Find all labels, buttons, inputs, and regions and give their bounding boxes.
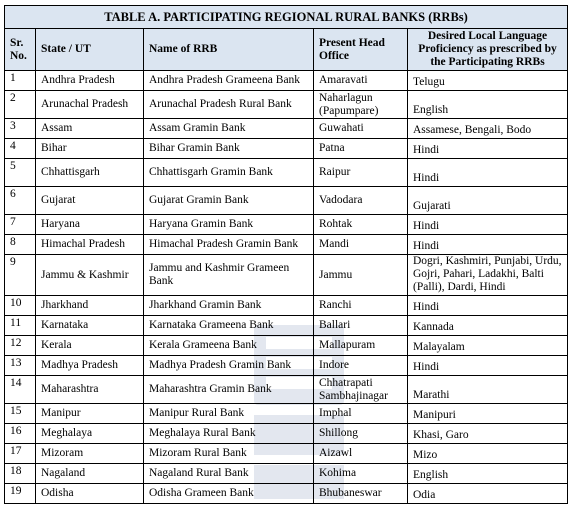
cell-lang: Hindi	[408, 215, 568, 235]
cell-lang: Khasi, Garo	[408, 424, 568, 444]
table-row	[5, 376, 568, 404]
cell-state: Nagaland	[36, 464, 144, 484]
cell-sr: 1	[5, 71, 36, 91]
cell-lang: Hindi	[408, 296, 568, 316]
cell-rrb: Mizoram Rural Bank	[144, 444, 314, 464]
cell-office: Rohtak	[314, 215, 408, 235]
cell-lang: Kannada	[408, 316, 568, 336]
cell-rrb: Karnataka Grameena Bank	[144, 316, 314, 336]
table-row	[5, 159, 568, 187]
col-header-sr: Sr. No.	[5, 29, 36, 71]
cell-state: Kerala	[36, 336, 144, 356]
table-row	[5, 424, 568, 444]
cell-office: Aizawl	[314, 444, 408, 464]
rrb-table	[4, 5, 568, 504]
cell-sr: 2	[5, 91, 36, 119]
table-title: TABLE A. PARTICIPATING REGIONAL RURAL BANKS (RRBs)	[5, 6, 568, 29]
table-row	[5, 444, 568, 464]
table-row	[5, 255, 568, 296]
cell-sr: 13	[5, 356, 36, 376]
table-row	[5, 71, 568, 91]
cell-office: Naharlagun (Papumpare)	[314, 91, 408, 119]
cell-sr: 3	[5, 119, 36, 139]
cell-office: Shillong	[314, 424, 408, 444]
cell-state: Meghalaya	[36, 424, 144, 444]
cell-rrb: Odisha Grameen Bank	[144, 484, 314, 504]
table-row	[5, 139, 568, 159]
cell-rrb: Assam Gramin Bank	[144, 119, 314, 139]
cell-office: Mandi	[314, 235, 408, 255]
col-header-state: State / UT	[36, 29, 144, 71]
cell-sr: 18	[5, 464, 36, 484]
cell-lang: Gujarati	[408, 187, 568, 215]
cell-state: Andhra Pradesh	[36, 71, 144, 91]
cell-rrb: Chhattisgarh Gramin Bank	[144, 159, 314, 187]
cell-lang: Dogri, Kashmiri, Punjabi, Urdu, Gojri, Pahari, Ladakhi, Balti (Palli), Dardi, Hindi	[408, 255, 568, 296]
cell-rrb: Madhya Pradesh Gramin Bank	[144, 356, 314, 376]
table-row	[5, 119, 568, 139]
cell-lang: Hindi	[408, 356, 568, 376]
col-header-language: Desired Local Language Proficiency as prescribed by the Participating RRBs	[408, 29, 568, 71]
cell-rrb: Meghalaya Rural Bank	[144, 424, 314, 444]
cell-lang: Hindi	[408, 235, 568, 255]
table-row	[5, 235, 568, 255]
cell-state: Himachal Pradesh	[36, 235, 144, 255]
cell-rrb: Bihar Gramin Bank	[144, 139, 314, 159]
cell-lang: Telugu	[408, 71, 568, 91]
cell-sr: 8	[5, 235, 36, 255]
cell-state: Mizoram	[36, 444, 144, 464]
cell-lang: Hindi	[408, 159, 568, 187]
table-row	[5, 336, 568, 356]
cell-office: Guwahati	[314, 119, 408, 139]
cell-rrb: Jammu and Kashmir Grameen Bank	[144, 255, 314, 296]
cell-lang: Marathi	[408, 376, 568, 404]
cell-state: Madhya Pradesh	[36, 356, 144, 376]
cell-sr: 11	[5, 316, 36, 336]
cell-rrb: Maharashtra Gramin Bank	[144, 376, 314, 404]
cell-lang: Hindi	[408, 139, 568, 159]
cell-state: Gujarat	[36, 187, 144, 215]
cell-office: Bhubaneswar	[314, 484, 408, 504]
cell-lang: Manipuri	[408, 404, 568, 424]
document-page	[4, 5, 567, 504]
cell-office: Amaravati	[314, 71, 408, 91]
cell-office: Ranchi	[314, 296, 408, 316]
cell-sr: 15	[5, 404, 36, 424]
cell-office: Chhatrapati Sambhajinagar	[314, 376, 408, 404]
table-row	[5, 215, 568, 235]
cell-rrb: Arunachal Pradesh Rural Bank	[144, 91, 314, 119]
cell-office: Imphal	[314, 404, 408, 424]
cell-sr: 14	[5, 376, 36, 404]
table-row	[5, 356, 568, 376]
cell-office: Raipur	[314, 159, 408, 187]
cell-sr: 6	[5, 187, 36, 215]
cell-sr: 9	[5, 255, 36, 296]
cell-office: Ballari	[314, 316, 408, 336]
cell-rrb: Andhra Pradesh Grameena Bank	[144, 71, 314, 91]
cell-state: Assam	[36, 119, 144, 139]
cell-rrb: Nagaland Rural Bank	[144, 464, 314, 484]
table-row	[5, 404, 568, 424]
cell-sr: 17	[5, 444, 36, 464]
cell-office: Indore	[314, 356, 408, 376]
cell-lang: Odia	[408, 484, 568, 504]
cell-rrb: Haryana Gramin Bank	[144, 215, 314, 235]
col-header-rrb: Name of RRB	[144, 29, 314, 71]
cell-rrb: Gujarat Gramin Bank	[144, 187, 314, 215]
cell-state: Haryana	[36, 215, 144, 235]
cell-state: Jharkhand	[36, 296, 144, 316]
cell-office: Jammu	[314, 255, 408, 296]
cell-lang: Malayalam	[408, 336, 568, 356]
cell-sr: 12	[5, 336, 36, 356]
cell-state: Manipur	[36, 404, 144, 424]
cell-state: Karnataka	[36, 316, 144, 336]
cell-office: Vadodara	[314, 187, 408, 215]
cell-office: Kohima	[314, 464, 408, 484]
cell-state: Odisha	[36, 484, 144, 504]
cell-state: Chhattisgarh	[36, 159, 144, 187]
cell-state: Jammu & Kashmir	[36, 255, 144, 296]
cell-rrb: Kerala Grameena Bank	[144, 336, 314, 356]
table-row	[5, 91, 568, 119]
cell-state: Maharashtra	[36, 376, 144, 404]
cell-lang: Assamese, Bengali, Bodo	[408, 119, 568, 139]
cell-state: Arunachal Pradesh	[36, 91, 144, 119]
cell-office: Mallapuram	[314, 336, 408, 356]
cell-sr: 16	[5, 424, 36, 444]
cell-rrb: Manipur Rural Bank	[144, 404, 314, 424]
cell-rrb: Himachal Pradesh Gramin Bank	[144, 235, 314, 255]
table-row	[5, 316, 568, 336]
cell-sr: 5	[5, 159, 36, 187]
cell-sr: 7	[5, 215, 36, 235]
cell-lang: English	[408, 91, 568, 119]
col-header-office: Present Head Office	[314, 29, 408, 71]
cell-lang: English	[408, 464, 568, 484]
cell-rrb: Jharkhand Gramin Bank	[144, 296, 314, 316]
cell-sr: 19	[5, 484, 36, 504]
cell-office: Patna	[314, 139, 408, 159]
cell-state: Bihar	[36, 139, 144, 159]
table-row	[5, 484, 568, 504]
table-row	[5, 187, 568, 215]
table-row	[5, 464, 568, 484]
cell-lang: Mizo	[408, 444, 568, 464]
cell-sr: 4	[5, 139, 36, 159]
cell-sr: 10	[5, 296, 36, 316]
table-row	[5, 296, 568, 316]
